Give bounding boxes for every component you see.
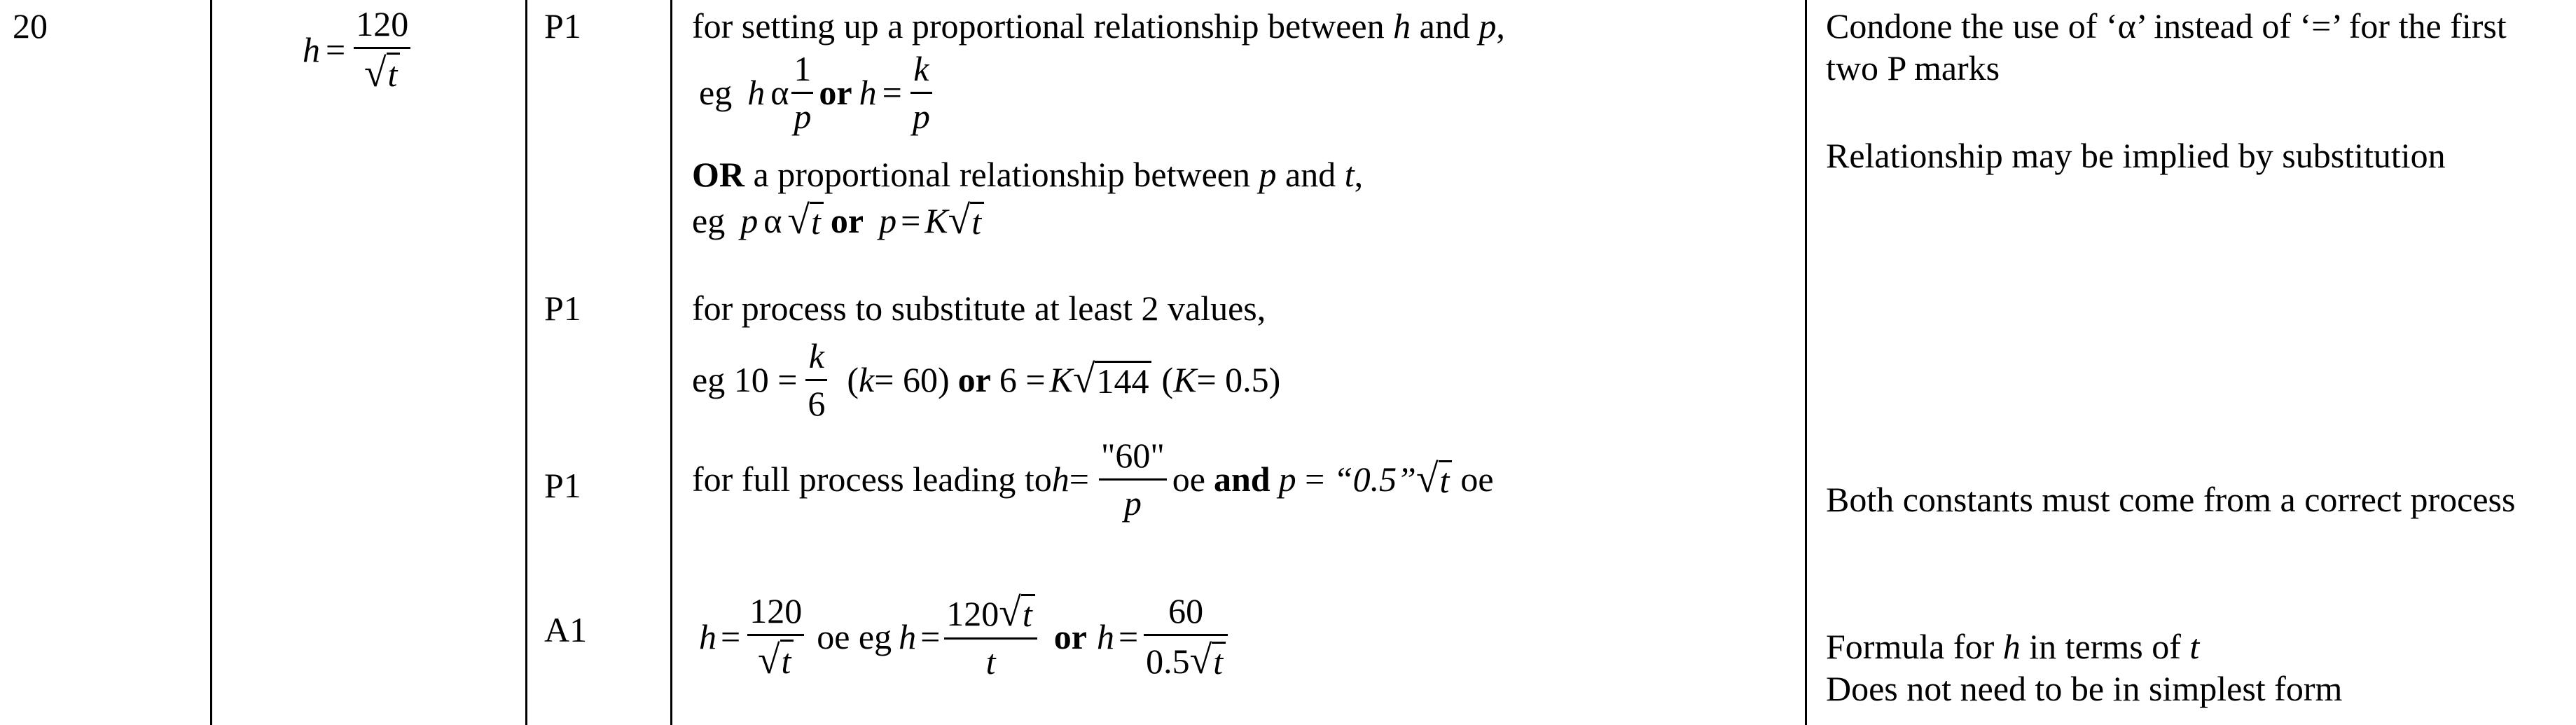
a1-frac3-den bbox=[1144, 637, 1228, 682]
note-constants: Both constants must come from a correct process bbox=[1826, 480, 2516, 519]
a1-frac3-den-val: 0.5 bbox=[1146, 641, 1190, 681]
a1-h2: h bbox=[899, 616, 917, 656]
p1a-line3-p: p bbox=[1259, 155, 1277, 194]
p1a-eg-h2: h bbox=[859, 73, 877, 112]
p1a-p: p bbox=[1479, 6, 1497, 46]
p1c-eq: = bbox=[1069, 460, 1089, 499]
p1b-frac-den: 6 bbox=[808, 383, 826, 423]
p1a-line4-eq: = bbox=[901, 200, 921, 240]
a1-frac1-radicand: t bbox=[780, 640, 794, 681]
p1a-alpha: α bbox=[770, 73, 789, 112]
p1c-radicand: t bbox=[1439, 460, 1453, 499]
answer-eq: = bbox=[326, 29, 346, 69]
p1c-p: p bbox=[1278, 460, 1296, 499]
p1a-eq: = bbox=[882, 73, 902, 112]
p1b-k-open: ( bbox=[847, 360, 859, 399]
a1-frac3-num: 60 bbox=[1168, 591, 1204, 630]
p1c-const: “0.5” bbox=[1333, 460, 1416, 499]
note-formula-mid: in terms of bbox=[2020, 627, 2190, 666]
p1a-frac2-num: k bbox=[913, 49, 929, 88]
a1-frac1-num: 120 bbox=[749, 591, 803, 630]
note-formula bbox=[1826, 629, 2199, 664]
p1c-oe1: oe bbox=[1172, 460, 1205, 499]
p1a-OR: OR bbox=[692, 155, 745, 194]
a1-frac2-num-val: 120 bbox=[946, 594, 999, 633]
answer-formula bbox=[303, 6, 413, 93]
p1c-and: and bbox=[1213, 460, 1270, 499]
p1a-line4-root: √ t bbox=[787, 200, 823, 241]
fraction-bar bbox=[910, 92, 932, 94]
p1c-h: h bbox=[1051, 460, 1069, 499]
answer-numerator: 120 bbox=[356, 4, 409, 43]
p1b-example bbox=[692, 338, 1280, 422]
p1b-K: K bbox=[1049, 360, 1073, 399]
p1b-six: 6 = bbox=[999, 360, 1046, 399]
mark-p1-3: P1 bbox=[544, 466, 581, 505]
mark-p1-2: P1 bbox=[544, 289, 581, 328]
a1-eq3: = bbox=[1118, 616, 1139, 656]
p1c-text: for full process leading to bbox=[692, 460, 1052, 499]
p1a-line3-t: t bbox=[1344, 155, 1355, 194]
p1a-line4-radicand2: t bbox=[970, 202, 984, 241]
fraction-bar bbox=[805, 379, 827, 381]
p1a-line4-radicand: t bbox=[810, 202, 824, 241]
p1a-line3-and: and bbox=[1276, 155, 1345, 194]
column-rule-4 bbox=[1805, 0, 1807, 725]
p1b-K2: K bbox=[1173, 360, 1197, 399]
p1a-line4-alpha: α bbox=[763, 200, 782, 240]
a1-frac2 bbox=[944, 593, 1037, 680]
fraction-bar bbox=[791, 92, 813, 94]
p1c-line bbox=[692, 437, 1494, 521]
a1-h3: h bbox=[1096, 616, 1114, 656]
p1c-oe2: oe bbox=[1460, 460, 1494, 499]
p1a-frac1-den: p bbox=[794, 96, 812, 136]
a1-h: h bbox=[699, 616, 716, 656]
answer-root: √t bbox=[362, 53, 402, 94]
p1b-or: or bbox=[957, 360, 991, 399]
mark-p1-1: P1 bbox=[544, 6, 581, 46]
answer-radicand: t bbox=[387, 53, 401, 94]
p1a-h: h bbox=[1393, 6, 1411, 46]
p1a-line4-root2: √ t bbox=[948, 200, 984, 241]
p1a-line3-comma: , bbox=[1354, 155, 1364, 194]
a1-frac1 bbox=[747, 593, 804, 680]
p1a-line4-p: p bbox=[740, 200, 759, 240]
p1a-line4 bbox=[692, 200, 984, 241]
p1a-text: for setting up a proportional relationship between bbox=[692, 6, 1394, 46]
p1a-frac1 bbox=[791, 50, 813, 134]
p1a-eg: eg bbox=[699, 73, 733, 112]
p1b-eg: eg 10 = bbox=[692, 360, 798, 399]
a1-or: or bbox=[1053, 616, 1087, 656]
fraction-bar bbox=[1144, 634, 1228, 636]
p1b-K-open: ( bbox=[1161, 360, 1174, 399]
p1a-and: and bbox=[1411, 6, 1479, 46]
note-formula-text: Formula for bbox=[1826, 627, 2003, 666]
column-rule-1 bbox=[210, 0, 212, 725]
a1-eq2: = bbox=[920, 616, 941, 656]
a1-frac3-radicand: t bbox=[1212, 642, 1226, 681]
p1a-eg-h: h bbox=[747, 73, 766, 112]
p1b-k: k bbox=[859, 360, 875, 399]
p1a-line4-p2: p bbox=[879, 200, 897, 240]
a1-oe-eg: oe eg bbox=[817, 616, 892, 656]
note-formula-t: t bbox=[2189, 627, 2200, 666]
p1a-frac2-den: p bbox=[912, 96, 930, 136]
p1c-frac bbox=[1099, 437, 1167, 521]
question-number: 20 bbox=[13, 6, 48, 46]
p1a-line3-text: a proportional relationship between bbox=[745, 155, 1259, 194]
a1-frac3-root: √ t bbox=[1190, 640, 1226, 681]
p1c-root: √ t bbox=[1416, 459, 1452, 499]
p1a-line4-or: or bbox=[830, 200, 864, 240]
p1b-radicand: 144 bbox=[1095, 361, 1151, 400]
fraction-bar bbox=[747, 634, 804, 636]
note-simplest-form: Does not need to be in simplest form bbox=[1826, 669, 2343, 708]
p1a-line4-eg: eg bbox=[692, 200, 726, 240]
a1-frac2-num bbox=[944, 593, 1037, 633]
answer-h: h bbox=[303, 29, 320, 69]
note-condone-line2: two P marks bbox=[1826, 48, 2000, 88]
note-condone-line1: Condone the use of ‘α’ instead of ‘=’ for the first bbox=[1826, 6, 2507, 46]
a1-frac2-den: t bbox=[985, 642, 996, 682]
note-formula-h: h bbox=[2002, 627, 2021, 666]
a1-frac1-root: √t bbox=[756, 640, 796, 681]
p1b-k-val: = 60) bbox=[874, 360, 950, 399]
p1a-line3 bbox=[692, 157, 1363, 192]
p1c-eq2: = bbox=[1296, 460, 1334, 499]
fraction-bar bbox=[944, 637, 1037, 640]
fraction-bar bbox=[1099, 478, 1167, 481]
column-rule-3 bbox=[670, 0, 672, 725]
a1-eq: = bbox=[721, 616, 741, 656]
p1b-K-val: = 0.5) bbox=[1196, 360, 1281, 399]
a1-frac2-radicand: t bbox=[1021, 594, 1035, 633]
fraction-bar bbox=[354, 47, 410, 49]
a1-frac2-root: √ t bbox=[999, 593, 1034, 633]
p1c-frac-den: p bbox=[1123, 483, 1142, 523]
p1b-line1: for process to substitute at least 2 values, bbox=[692, 289, 1266, 328]
note-relationship: Relationship may be implied by substitution bbox=[1826, 136, 2446, 175]
p1a-or: or bbox=[819, 73, 852, 112]
p1b-frac-num: k bbox=[808, 336, 824, 375]
p1b-frac bbox=[805, 338, 827, 422]
p1c-frac-num: "60" bbox=[1100, 436, 1165, 475]
column-rule-2 bbox=[525, 0, 527, 725]
p1b-root: √ 144 bbox=[1073, 359, 1152, 400]
p1a-line1 bbox=[692, 6, 1505, 46]
answer-fraction bbox=[354, 6, 410, 93]
p1a-line4-K: K bbox=[925, 200, 948, 240]
p1a-frac1-num: 1 bbox=[794, 49, 812, 88]
p1a-frac2 bbox=[910, 50, 932, 134]
a1-line bbox=[699, 593, 1231, 680]
a1-frac3 bbox=[1144, 593, 1228, 680]
mark-a1: A1 bbox=[544, 610, 588, 649]
p1a-comma: , bbox=[1496, 6, 1505, 46]
p1a-example bbox=[699, 50, 935, 134]
